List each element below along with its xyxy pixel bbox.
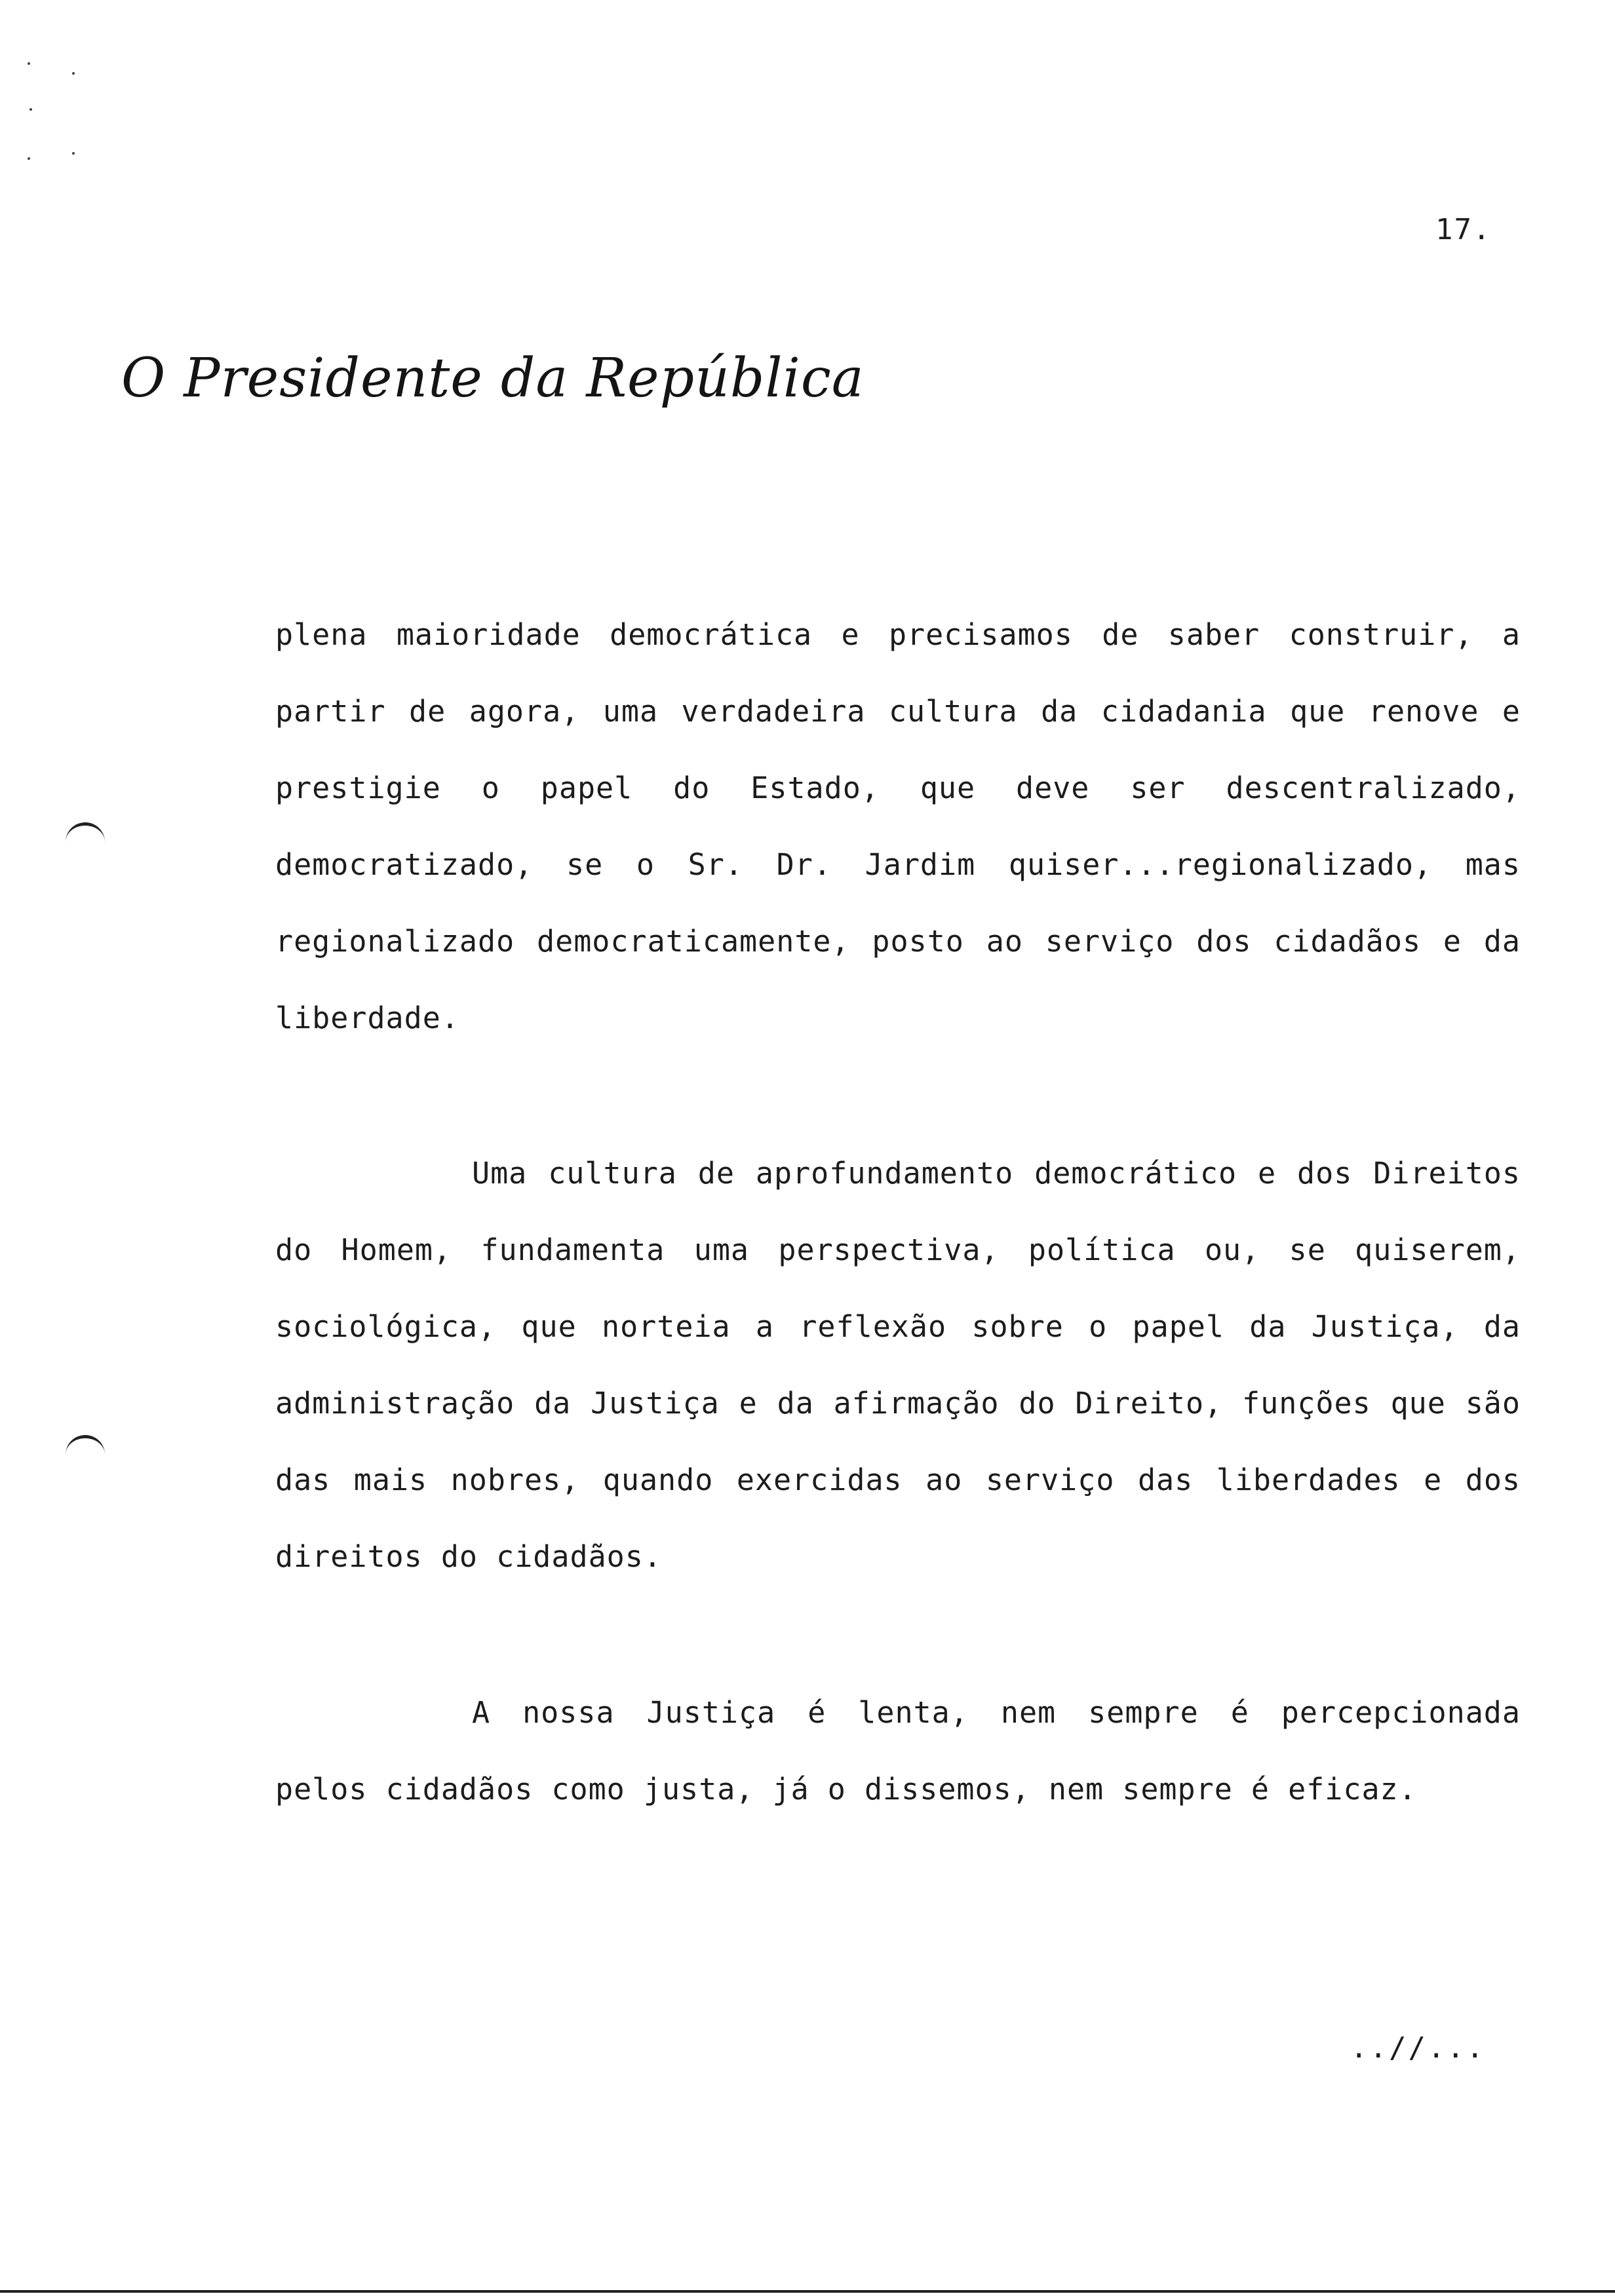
page-speck (28, 62, 30, 65)
scan-bottom-edge (0, 2290, 1615, 2293)
paragraph-text: A nossa Justiça é lenta, nem sempre é percepcionada pelos cidadãos como justa, já o dissemos, nem sempre é eficaz. (275, 1695, 1521, 1807)
page-speck (72, 72, 75, 75)
letterhead-title: O Presidente da República (121, 347, 865, 410)
page-speck (72, 152, 75, 155)
margin-bracket-mark (66, 1435, 105, 1457)
body-paragraph (275, 1674, 1521, 1827)
page-speck (28, 157, 30, 160)
continuation-mark: ..//... (1350, 2031, 1486, 2065)
paragraph-text: Uma cultura de aprofundamento democrático e dos Direitos do Homem, fundamenta uma perspectiva, política ou, se quiserem, sociológica, que norteia a reflexão sobre o papel da Justiça, da administração da Justiça e da afirmação do Direito, funções que são das mais nobres, quando exercidas ao serviço das liberdades e dos direitos do cidadãos. (275, 1156, 1521, 1574)
paragraph-text: plena maioridade democrática e precisamos de saber construir, a partir de agora, uma verdadeira cultura da cidadania que renove e prestigie o papel do Estado, que deve ser descentralizado, democratizado, se o Sr. Dr. Jardim quiser...regionalizado, mas regionalizado democraticamente, posto ao serviço dos cidadãos e da liberdade. (275, 617, 1521, 1035)
page-speck (29, 108, 32, 111)
body-paragraph (275, 596, 1521, 1056)
page-number: 17. (1435, 213, 1492, 246)
margin-bracket-mark (66, 822, 105, 844)
body-paragraph (275, 1135, 1521, 1595)
